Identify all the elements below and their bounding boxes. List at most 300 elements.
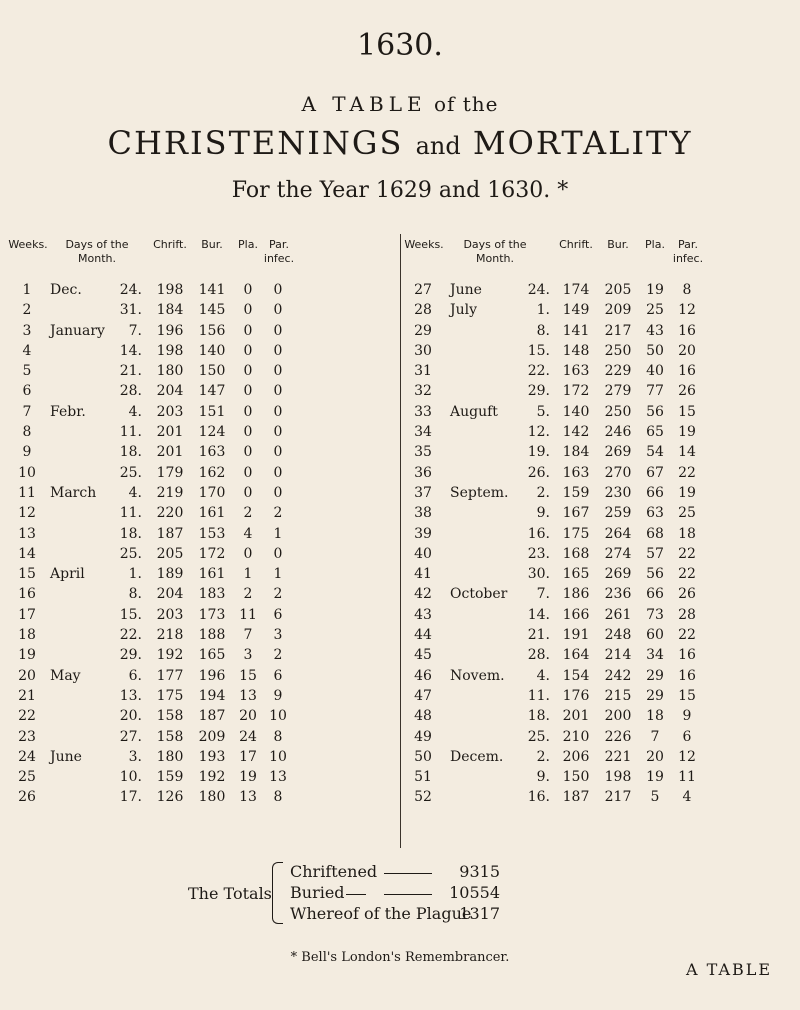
parishes-infected-count: 22 [678, 627, 696, 644]
burials-count: 180 [198, 789, 226, 806]
week-number: 46 [414, 667, 432, 684]
day-of-month: 11. [119, 424, 142, 441]
christenings-count: 159 [156, 769, 184, 786]
day-of-month: 25. [119, 545, 142, 562]
plague-count: 40 [646, 363, 664, 380]
christenings-count: 159 [562, 484, 590, 501]
header-parishes-infected [262, 238, 296, 266]
burials-count: 198 [604, 769, 632, 786]
day-of-month: 19. [527, 444, 550, 461]
plague-count: 0 [243, 363, 253, 380]
parishes-infected-count: 11 [678, 769, 696, 786]
day-of-month: 10. [119, 769, 142, 786]
burials-count: 124 [198, 424, 226, 441]
month-name: June [450, 282, 482, 298]
header-par-right-line1: Par. [678, 238, 698, 251]
day-of-month: 24. [527, 282, 550, 298]
christenings-count: 205 [156, 545, 184, 562]
burials-count: 172 [198, 545, 226, 562]
day-of-month: 26. [527, 464, 550, 481]
plague-count: 1 [243, 566, 253, 583]
burials-count: 215 [604, 687, 632, 704]
month-name: Febr. [50, 403, 86, 420]
christenings-count: 187 [562, 789, 590, 806]
title-line-2 [0, 124, 800, 162]
christenings-count: 192 [156, 647, 184, 664]
parishes-infected-count: 6 [273, 606, 283, 623]
day-of-month: 8. [536, 322, 550, 339]
plague-count: 20 [239, 708, 257, 725]
parishes-infected-count: 1 [273, 566, 283, 583]
burials-count: 230 [604, 484, 632, 501]
christenings-count: 149 [562, 302, 590, 319]
week-number: 24 [18, 748, 36, 765]
plague-count: 5 [650, 789, 660, 806]
parishes-infected-count: 1 [273, 525, 283, 542]
week-number: 30 [414, 342, 432, 359]
buried-total: 10554 [449, 883, 500, 902]
day-of-month: 17. [119, 789, 142, 806]
week-number: 7 [22, 403, 32, 420]
table-row [0, 747, 800, 767]
table-row [0, 686, 800, 706]
plague-count: 4 [243, 525, 253, 542]
header-burials-right: Bur. [607, 238, 629, 251]
week-number: 21 [18, 687, 36, 704]
christenings-count: 179 [156, 464, 184, 481]
header-days [52, 238, 142, 266]
week-number: 28 [414, 302, 432, 319]
day-of-month: 8. [128, 586, 142, 603]
parishes-infected-count: 25 [678, 505, 696, 522]
header-christenings: Chrift. [153, 238, 187, 251]
week-number: 5 [22, 363, 32, 380]
plague-count: 0 [243, 403, 253, 420]
title-and: and [415, 132, 461, 160]
plague-count: 50 [646, 342, 664, 359]
day-of-month: 18. [527, 708, 550, 725]
christenings-count: 203 [156, 403, 184, 420]
plague-count: 20 [646, 748, 664, 765]
parishes-infected-count: 4 [682, 789, 692, 806]
plague-count: 2 [243, 505, 253, 522]
christenings-count: 164 [562, 647, 590, 664]
month-name: July [450, 302, 478, 319]
burials-count: 150 [198, 363, 226, 380]
plague-count: 57 [646, 545, 664, 562]
day-of-month: 1. [128, 566, 142, 583]
plague-count: 68 [646, 525, 664, 542]
parishes-infected-count: 10 [269, 708, 287, 725]
leader-dash [384, 873, 432, 874]
plague-count: 0 [243, 342, 253, 359]
plague-count: 60 [646, 627, 664, 644]
day-of-month: 14. [119, 342, 142, 359]
burials-count: 200 [604, 708, 632, 725]
parishes-infected-count: 2 [273, 647, 283, 664]
parishes-infected-count: 28 [678, 606, 696, 623]
christenings-count: 220 [156, 505, 184, 522]
header-par-line1: Par. [269, 238, 289, 251]
table-row [0, 645, 800, 665]
parishes-infected-count: 9 [682, 708, 692, 725]
burials-count: 140 [198, 342, 226, 359]
burials-count: 248 [604, 627, 632, 644]
catchword: A TABLE [686, 960, 773, 979]
day-of-month: 9. [536, 769, 550, 786]
week-number: 4 [22, 342, 32, 359]
table-row [0, 544, 800, 564]
christenings-count: 141 [562, 322, 590, 339]
christenings-count: 176 [562, 687, 590, 704]
christenings-count: 172 [562, 383, 590, 400]
day-of-month: 18. [119, 525, 142, 542]
week-number: 15 [18, 566, 36, 583]
plague-count: 29 [646, 667, 664, 684]
parishes-infected-count: 2 [273, 505, 283, 522]
parishes-infected-count: 0 [273, 424, 283, 441]
burials-count: 193 [198, 748, 226, 765]
burials-count: 270 [604, 464, 632, 481]
table-row [0, 402, 800, 422]
burials-count: 236 [604, 586, 632, 603]
burials-count: 141 [198, 282, 226, 298]
burials-count: 156 [198, 322, 226, 339]
table-row [0, 300, 800, 320]
burials-count: 279 [604, 383, 632, 400]
plague-count: 19 [646, 282, 664, 298]
parishes-infected-count: 16 [678, 322, 696, 339]
christenings-count: 201 [156, 444, 184, 461]
christenings-count: 140 [562, 403, 590, 420]
plague-count: 0 [243, 444, 253, 461]
week-number: 48 [414, 708, 432, 725]
day-of-month: 25. [119, 464, 142, 481]
parishes-infected-count: 0 [273, 282, 283, 298]
parishes-infected-count: 12 [678, 302, 696, 319]
parishes-infected-count: 14 [678, 444, 696, 461]
week-number: 44 [414, 627, 432, 644]
day-of-month: 29. [527, 383, 550, 400]
day-of-month: 27. [119, 728, 142, 745]
christenings-count: 196 [156, 322, 184, 339]
table-row [0, 706, 800, 726]
burials-count: 274 [604, 545, 632, 562]
burials-count: 183 [198, 586, 226, 603]
day-of-month: 23. [527, 545, 550, 562]
day-of-month: 21. [119, 363, 142, 380]
totals-label: The Totals [188, 884, 272, 903]
parishes-infected-count: 22 [678, 464, 696, 481]
plague-count: 63 [646, 505, 664, 522]
burials-count: 153 [198, 525, 226, 542]
christenings-count: 180 [156, 363, 184, 380]
month-name: Septem. [450, 484, 509, 501]
parishes-infected-count: 6 [682, 728, 692, 745]
day-of-month: 1. [536, 302, 550, 319]
header-plague: Pla. [238, 238, 258, 251]
week-number: 16 [18, 586, 36, 603]
parishes-infected-count: 0 [273, 342, 283, 359]
month-name: Decem. [450, 748, 504, 765]
week-number: 20 [18, 667, 36, 684]
table-row [0, 341, 800, 361]
day-of-month: 3. [128, 748, 142, 765]
plague-count: 17 [239, 748, 257, 765]
christenings-count: 163 [562, 464, 590, 481]
header-days-right [450, 238, 540, 266]
burials-count: 151 [198, 403, 226, 420]
header-plague-right: Pla. [645, 238, 665, 251]
day-of-month: 22. [119, 627, 142, 644]
day-of-month: 15. [527, 342, 550, 359]
parishes-infected-count: 10 [269, 748, 287, 765]
week-number: 9 [22, 444, 32, 461]
parishes-infected-count: 15 [678, 403, 696, 420]
table-row [0, 666, 800, 686]
day-of-month: 11. [527, 687, 550, 704]
plague-count: 0 [243, 424, 253, 441]
day-of-month: 22. [527, 363, 550, 380]
table-row [0, 727, 800, 747]
parishes-infected-count: 19 [678, 424, 696, 441]
week-number: 1 [22, 282, 32, 298]
week-number: 41 [414, 566, 432, 583]
table-row [0, 584, 800, 604]
month-name: May [50, 667, 81, 684]
plague-count: 56 [646, 566, 664, 583]
burials-count: 205 [604, 282, 632, 298]
plague-count: 34 [646, 647, 664, 664]
plague-count: 43 [646, 322, 664, 339]
plague-count: 0 [243, 282, 253, 298]
burials-count: 217 [604, 789, 632, 806]
title-of-the: of the [433, 92, 499, 116]
day-of-month: 4. [128, 484, 142, 501]
table-row [0, 280, 800, 300]
week-number: 6 [22, 383, 32, 400]
christenings-count: 175 [562, 525, 590, 542]
christenings-count: 201 [156, 424, 184, 441]
week-number: 8 [22, 424, 32, 441]
header-days-right-line1: Days of the [463, 238, 527, 251]
christenings-count: 158 [156, 708, 184, 725]
month-name: Dec. [50, 282, 82, 298]
month-name: March [50, 484, 97, 501]
christenings-count: 198 [156, 282, 184, 298]
burials-count: 242 [604, 667, 632, 684]
burials-count: 187 [198, 708, 226, 725]
day-of-month: 21. [527, 627, 550, 644]
burials-count: 194 [198, 687, 226, 704]
burials-count: 259 [604, 505, 632, 522]
burials-count: 269 [604, 444, 632, 461]
plague-count: 0 [243, 545, 253, 562]
plague-count: 7 [243, 627, 253, 644]
plague-count: 19 [239, 769, 257, 786]
plague-count: 13 [239, 687, 257, 704]
table-row [0, 625, 800, 645]
week-number: 35 [414, 444, 432, 461]
day-of-month: 15. [119, 606, 142, 623]
christenings-count: 189 [156, 566, 184, 583]
day-of-month: 30. [527, 566, 550, 583]
day-of-month: 13. [119, 687, 142, 704]
christenings-count: 158 [156, 728, 184, 745]
table-row [0, 381, 800, 401]
week-number: 2 [22, 302, 32, 319]
header-christenings-right: Chrift. [559, 238, 593, 251]
week-number: 26 [18, 789, 36, 806]
parishes-infected-count: 0 [273, 363, 283, 380]
week-number: 11 [18, 484, 36, 501]
title-year-range: For the Year 1629 and 1630. * [231, 178, 569, 203]
parishes-infected-count: 8 [273, 728, 283, 745]
burials-count: 246 [604, 424, 632, 441]
parishes-infected-count: 20 [678, 342, 696, 359]
month-name: Auguft [450, 403, 498, 420]
burials-count: 192 [198, 769, 226, 786]
title-a-table: A TABLE [301, 92, 427, 116]
christenings-count: 201 [562, 708, 590, 725]
day-of-month: 16. [527, 525, 550, 542]
plague-count: 13 [239, 789, 257, 806]
parishes-infected-count: 16 [678, 363, 696, 380]
day-of-month: 31. [119, 302, 142, 319]
week-number: 34 [414, 424, 432, 441]
christened-total: 9315 [459, 862, 500, 881]
week-number: 19 [18, 647, 36, 664]
parishes-infected-count: 0 [273, 322, 283, 339]
parishes-infected-count: 3 [273, 627, 283, 644]
parishes-infected-count: 6 [273, 667, 283, 684]
plague-total: 1317 [459, 904, 500, 923]
plague-count: 29 [646, 687, 664, 704]
day-of-month: 20. [119, 708, 142, 725]
week-number: 13 [18, 525, 36, 542]
week-number: 47 [414, 687, 432, 704]
christenings-count: 150 [562, 769, 590, 786]
plague-count: 77 [646, 383, 664, 400]
week-number: 32 [414, 383, 432, 400]
parishes-infected-count: 22 [678, 566, 696, 583]
parishes-infected-count: 19 [678, 484, 696, 501]
table-row [0, 605, 800, 625]
header-par-right-line2: infec. [672, 252, 704, 265]
christenings-count: 126 [156, 789, 184, 806]
burials-count: 217 [604, 322, 632, 339]
plague-count: 65 [646, 424, 664, 441]
week-number: 33 [414, 403, 432, 420]
month-name: January [50, 322, 105, 339]
plague-count: 24 [239, 728, 257, 745]
burials-count: 261 [604, 606, 632, 623]
week-number: 43 [414, 606, 432, 623]
burials-count: 162 [198, 464, 226, 481]
plague-count: 3 [243, 647, 253, 664]
week-number: 38 [414, 505, 432, 522]
table-row [0, 524, 800, 544]
brace-icon [272, 862, 283, 924]
day-of-month: 4. [128, 403, 142, 420]
week-number: 42 [414, 586, 432, 603]
christenings-count: 203 [156, 606, 184, 623]
burials-count: 161 [198, 566, 226, 583]
burials-count: 250 [604, 342, 632, 359]
day-of-month: 2. [536, 748, 550, 765]
parishes-infected-count: 26 [678, 586, 696, 603]
week-number: 18 [18, 627, 36, 644]
burials-count: 173 [198, 606, 226, 623]
christenings-count: 174 [562, 282, 590, 298]
plague-count: 18 [646, 708, 664, 725]
table-row [0, 463, 800, 483]
week-number: 25 [18, 769, 36, 786]
week-number: 52 [414, 789, 432, 806]
plague-count: 0 [243, 464, 253, 481]
parishes-infected-count: 0 [273, 444, 283, 461]
header-parishes-infected-right [668, 238, 708, 266]
parishes-infected-count: 13 [269, 769, 287, 786]
month-name: April [50, 566, 85, 583]
plague-count: 66 [646, 484, 664, 501]
week-number: 50 [414, 748, 432, 765]
plague-count: 0 [243, 484, 253, 501]
plague-count: 0 [243, 322, 253, 339]
table-row [0, 767, 800, 787]
plague-count: 2 [243, 586, 253, 603]
header-weeks-right: Weeks. [404, 238, 444, 251]
header-days-line1: Days of the [65, 238, 129, 251]
month-name: June [50, 748, 82, 765]
parishes-infected-count: 0 [273, 464, 283, 481]
christenings-count: 218 [156, 627, 184, 644]
day-of-month: 4. [536, 667, 550, 684]
christenings-count: 180 [156, 748, 184, 765]
plague-count: 15 [239, 667, 257, 684]
header-days-line2: Month. [78, 252, 116, 265]
table-row [0, 321, 800, 341]
burials-count: 145 [198, 302, 226, 319]
day-of-month: 25. [527, 728, 550, 745]
day-of-month: 11. [119, 505, 142, 522]
plague-count: 25 [646, 302, 664, 319]
christenings-count: 184 [156, 302, 184, 319]
plague-count: 7 [650, 728, 660, 745]
christened-label: Chriftened [290, 862, 378, 881]
week-number: 49 [414, 728, 432, 745]
week-number: 12 [18, 505, 36, 522]
week-number: 29 [414, 322, 432, 339]
christenings-count: 191 [562, 627, 590, 644]
buried-label: Buried [290, 883, 345, 902]
christenings-count: 204 [156, 586, 184, 603]
parishes-infected-count: 2 [273, 586, 283, 603]
table-row [0, 442, 800, 462]
parishes-infected-count: 16 [678, 667, 696, 684]
month-name: October [450, 586, 508, 603]
christenings-count: 204 [156, 383, 184, 400]
week-number: 22 [18, 708, 36, 725]
parishes-infected-count: 0 [273, 484, 283, 501]
burials-count: 196 [198, 667, 226, 684]
page-year: 1630. [357, 28, 443, 63]
day-of-month: 18. [119, 444, 142, 461]
plague-label: Whereof of the Plague [290, 904, 472, 923]
week-number: 36 [414, 464, 432, 481]
parishes-infected-count: 0 [273, 302, 283, 319]
burials-count: 188 [198, 627, 226, 644]
